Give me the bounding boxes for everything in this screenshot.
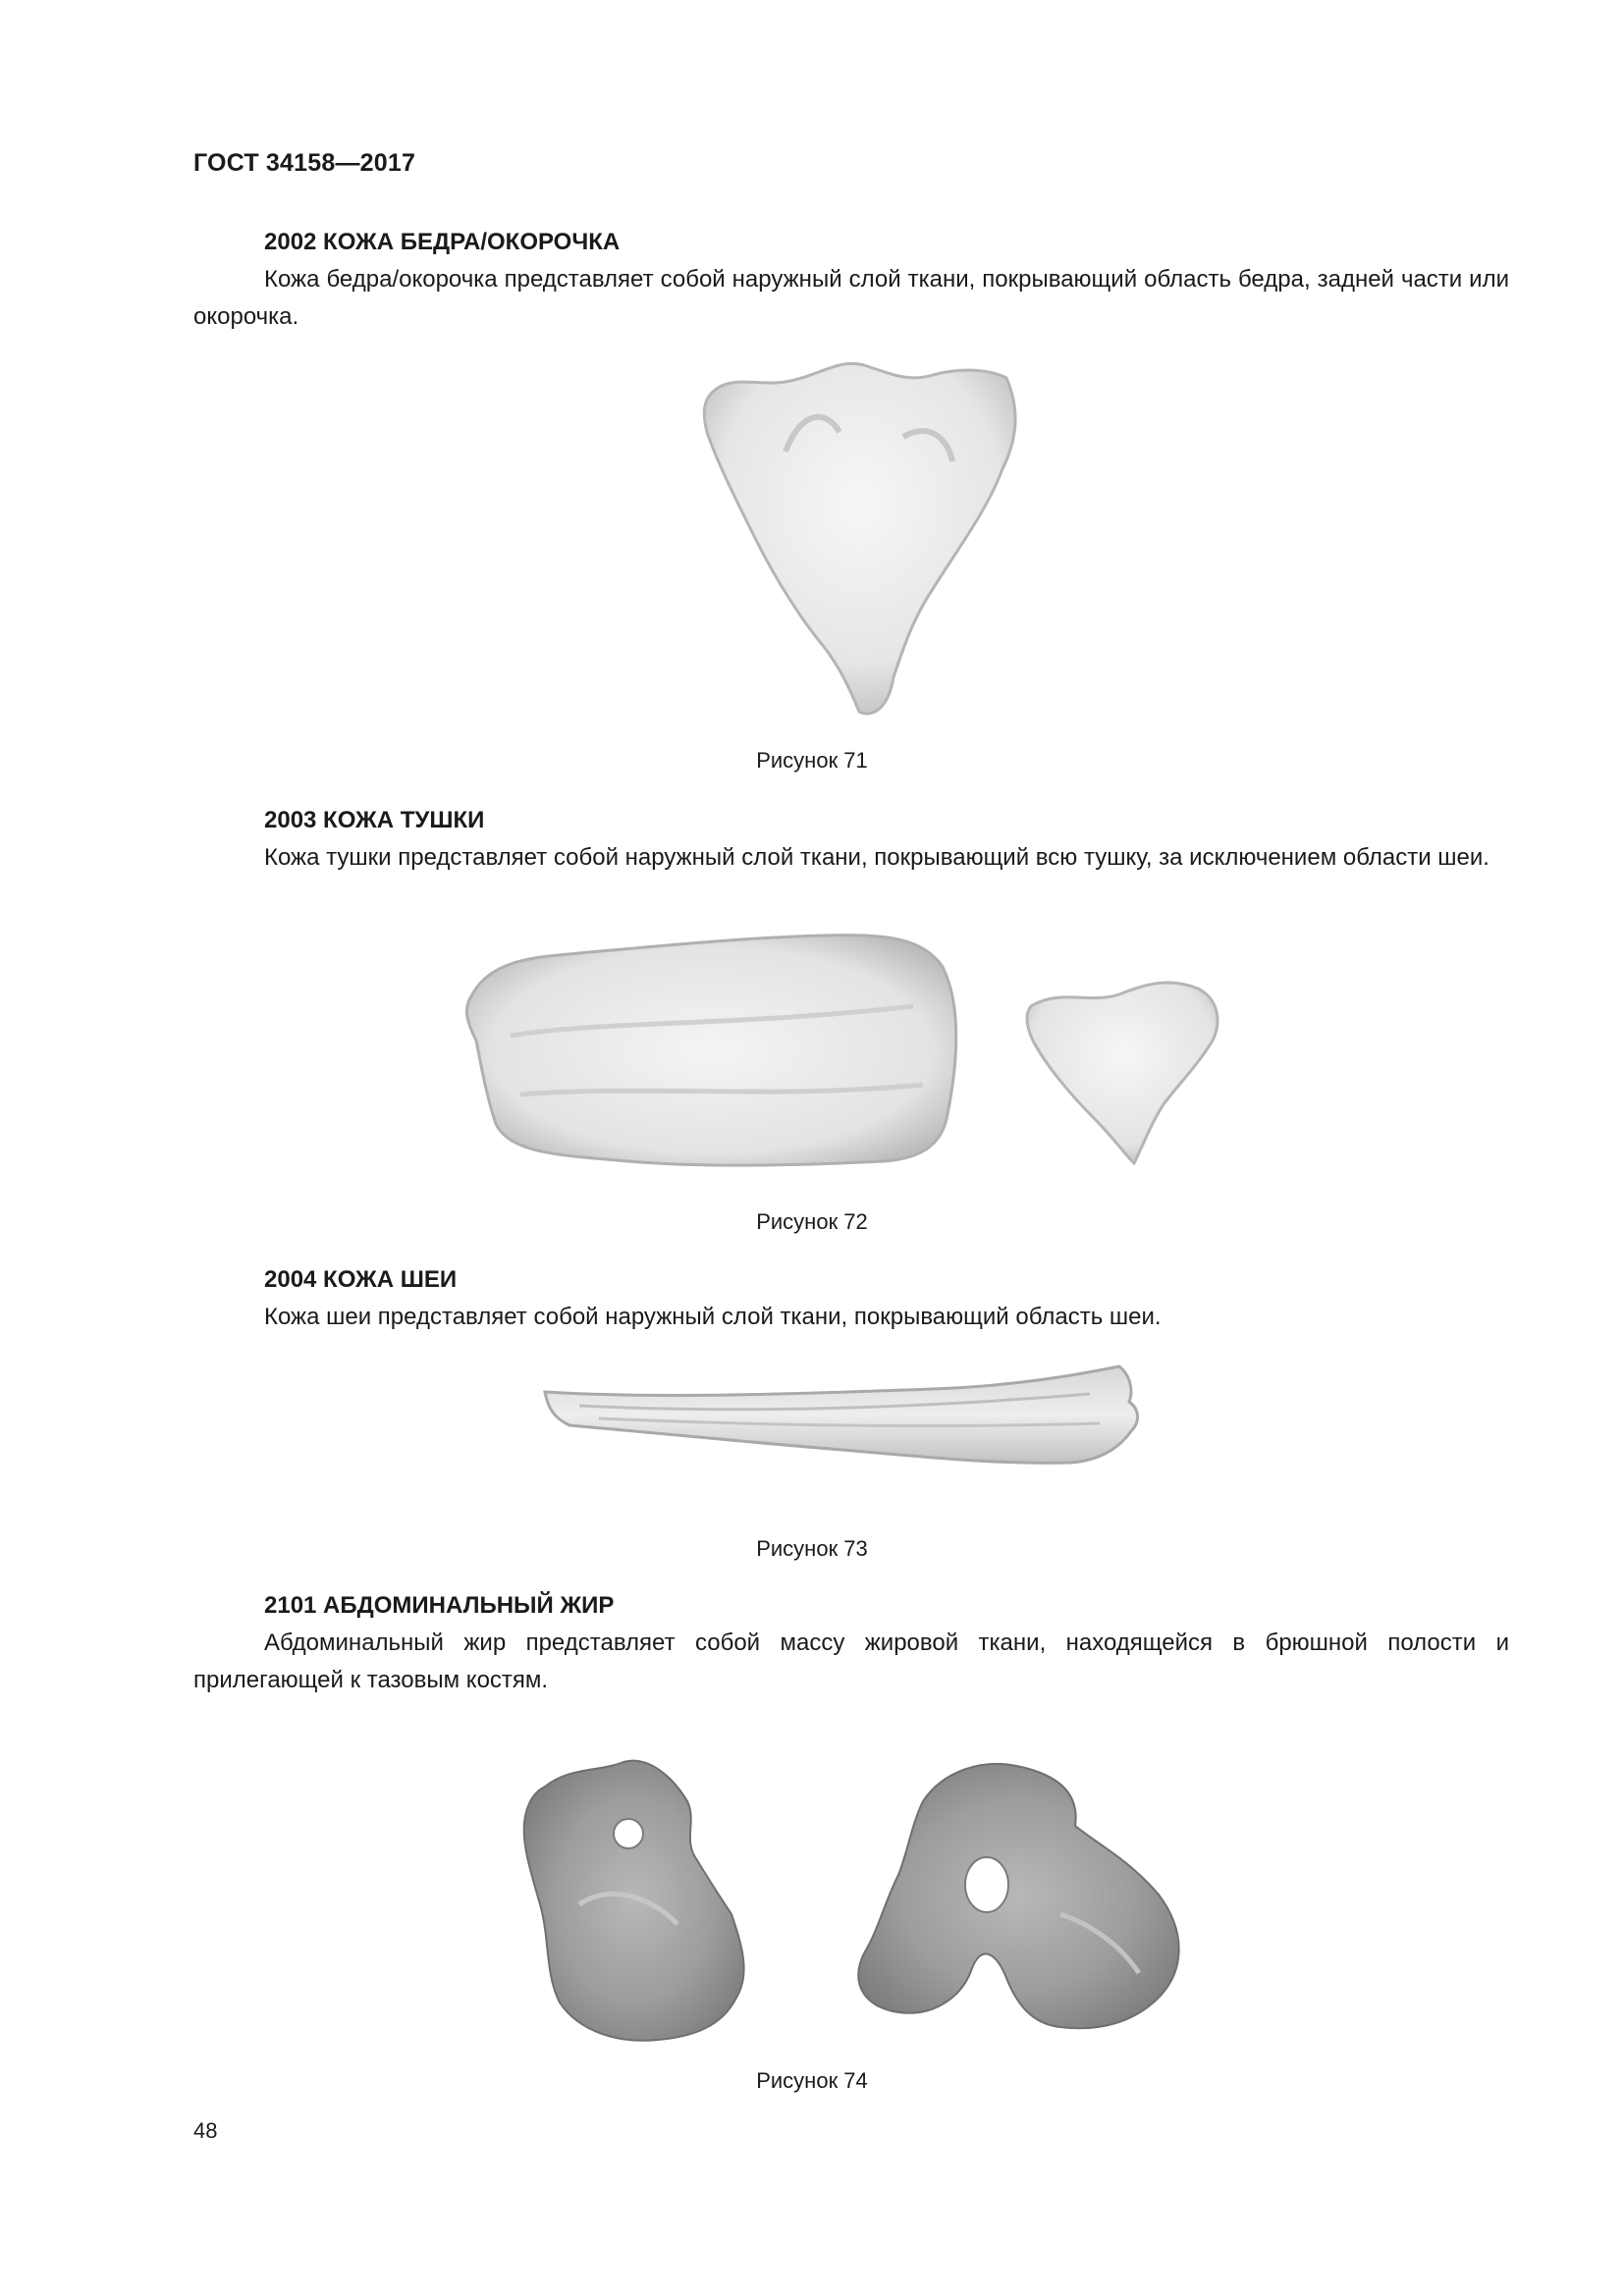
figure-72-caption: Рисунок 72	[756, 1209, 868, 1234]
section-title: 2101 АБДОМИНАЛЬНЫЙ ЖИР	[264, 1592, 615, 1619]
section-body: Кожа тушки представляет собой наружный слой ткани, покрывающий всю тушку, за исключением области шеи.	[264, 844, 1489, 871]
section-title: 2004 КОЖА ШЕИ	[264, 1266, 458, 1293]
section-2004	[193, 1261, 1509, 1336]
section-body: Кожа шеи представляет собой наружный слой ткани, покрывающий область шеи.	[264, 1304, 1162, 1330]
figure-73-caption: Рисунок 73	[756, 1536, 868, 1561]
section-title: 2003 КОЖА ТУШКИ	[264, 807, 485, 833]
figure-71-thigh-skin-image	[692, 353, 1026, 726]
figure-74-caption: Рисунок 74	[756, 2068, 868, 2093]
figure-72-carcass-skin-image	[452, 928, 1267, 1183]
section-2101	[193, 1587, 1509, 1699]
figure-73-neck-skin-image	[540, 1355, 1168, 1492]
page-number: 48	[193, 2118, 218, 2143]
section-body: Кожа бедра/окорочка представляет собой наружный слой ткани, покрывающий область бедра, задней части или окорочка.	[193, 266, 1509, 330]
section-title: 2002 КОЖА БЕДРА/ОКОРОЧКА	[264, 229, 621, 255]
section-body: Абдоминальный жир представляет собой массу жировой ткани, находящейся в брюшной полости и прилегающей к тазовым костям.	[193, 1629, 1509, 1693]
figure-74-abdominal-fat-image	[511, 1747, 1218, 2052]
section-2002	[193, 224, 1509, 336]
figure-71-caption: Рисунок 71	[756, 748, 868, 773]
document-header: ГОСТ 34158—2017	[193, 149, 416, 177]
section-2003	[193, 802, 1509, 877]
